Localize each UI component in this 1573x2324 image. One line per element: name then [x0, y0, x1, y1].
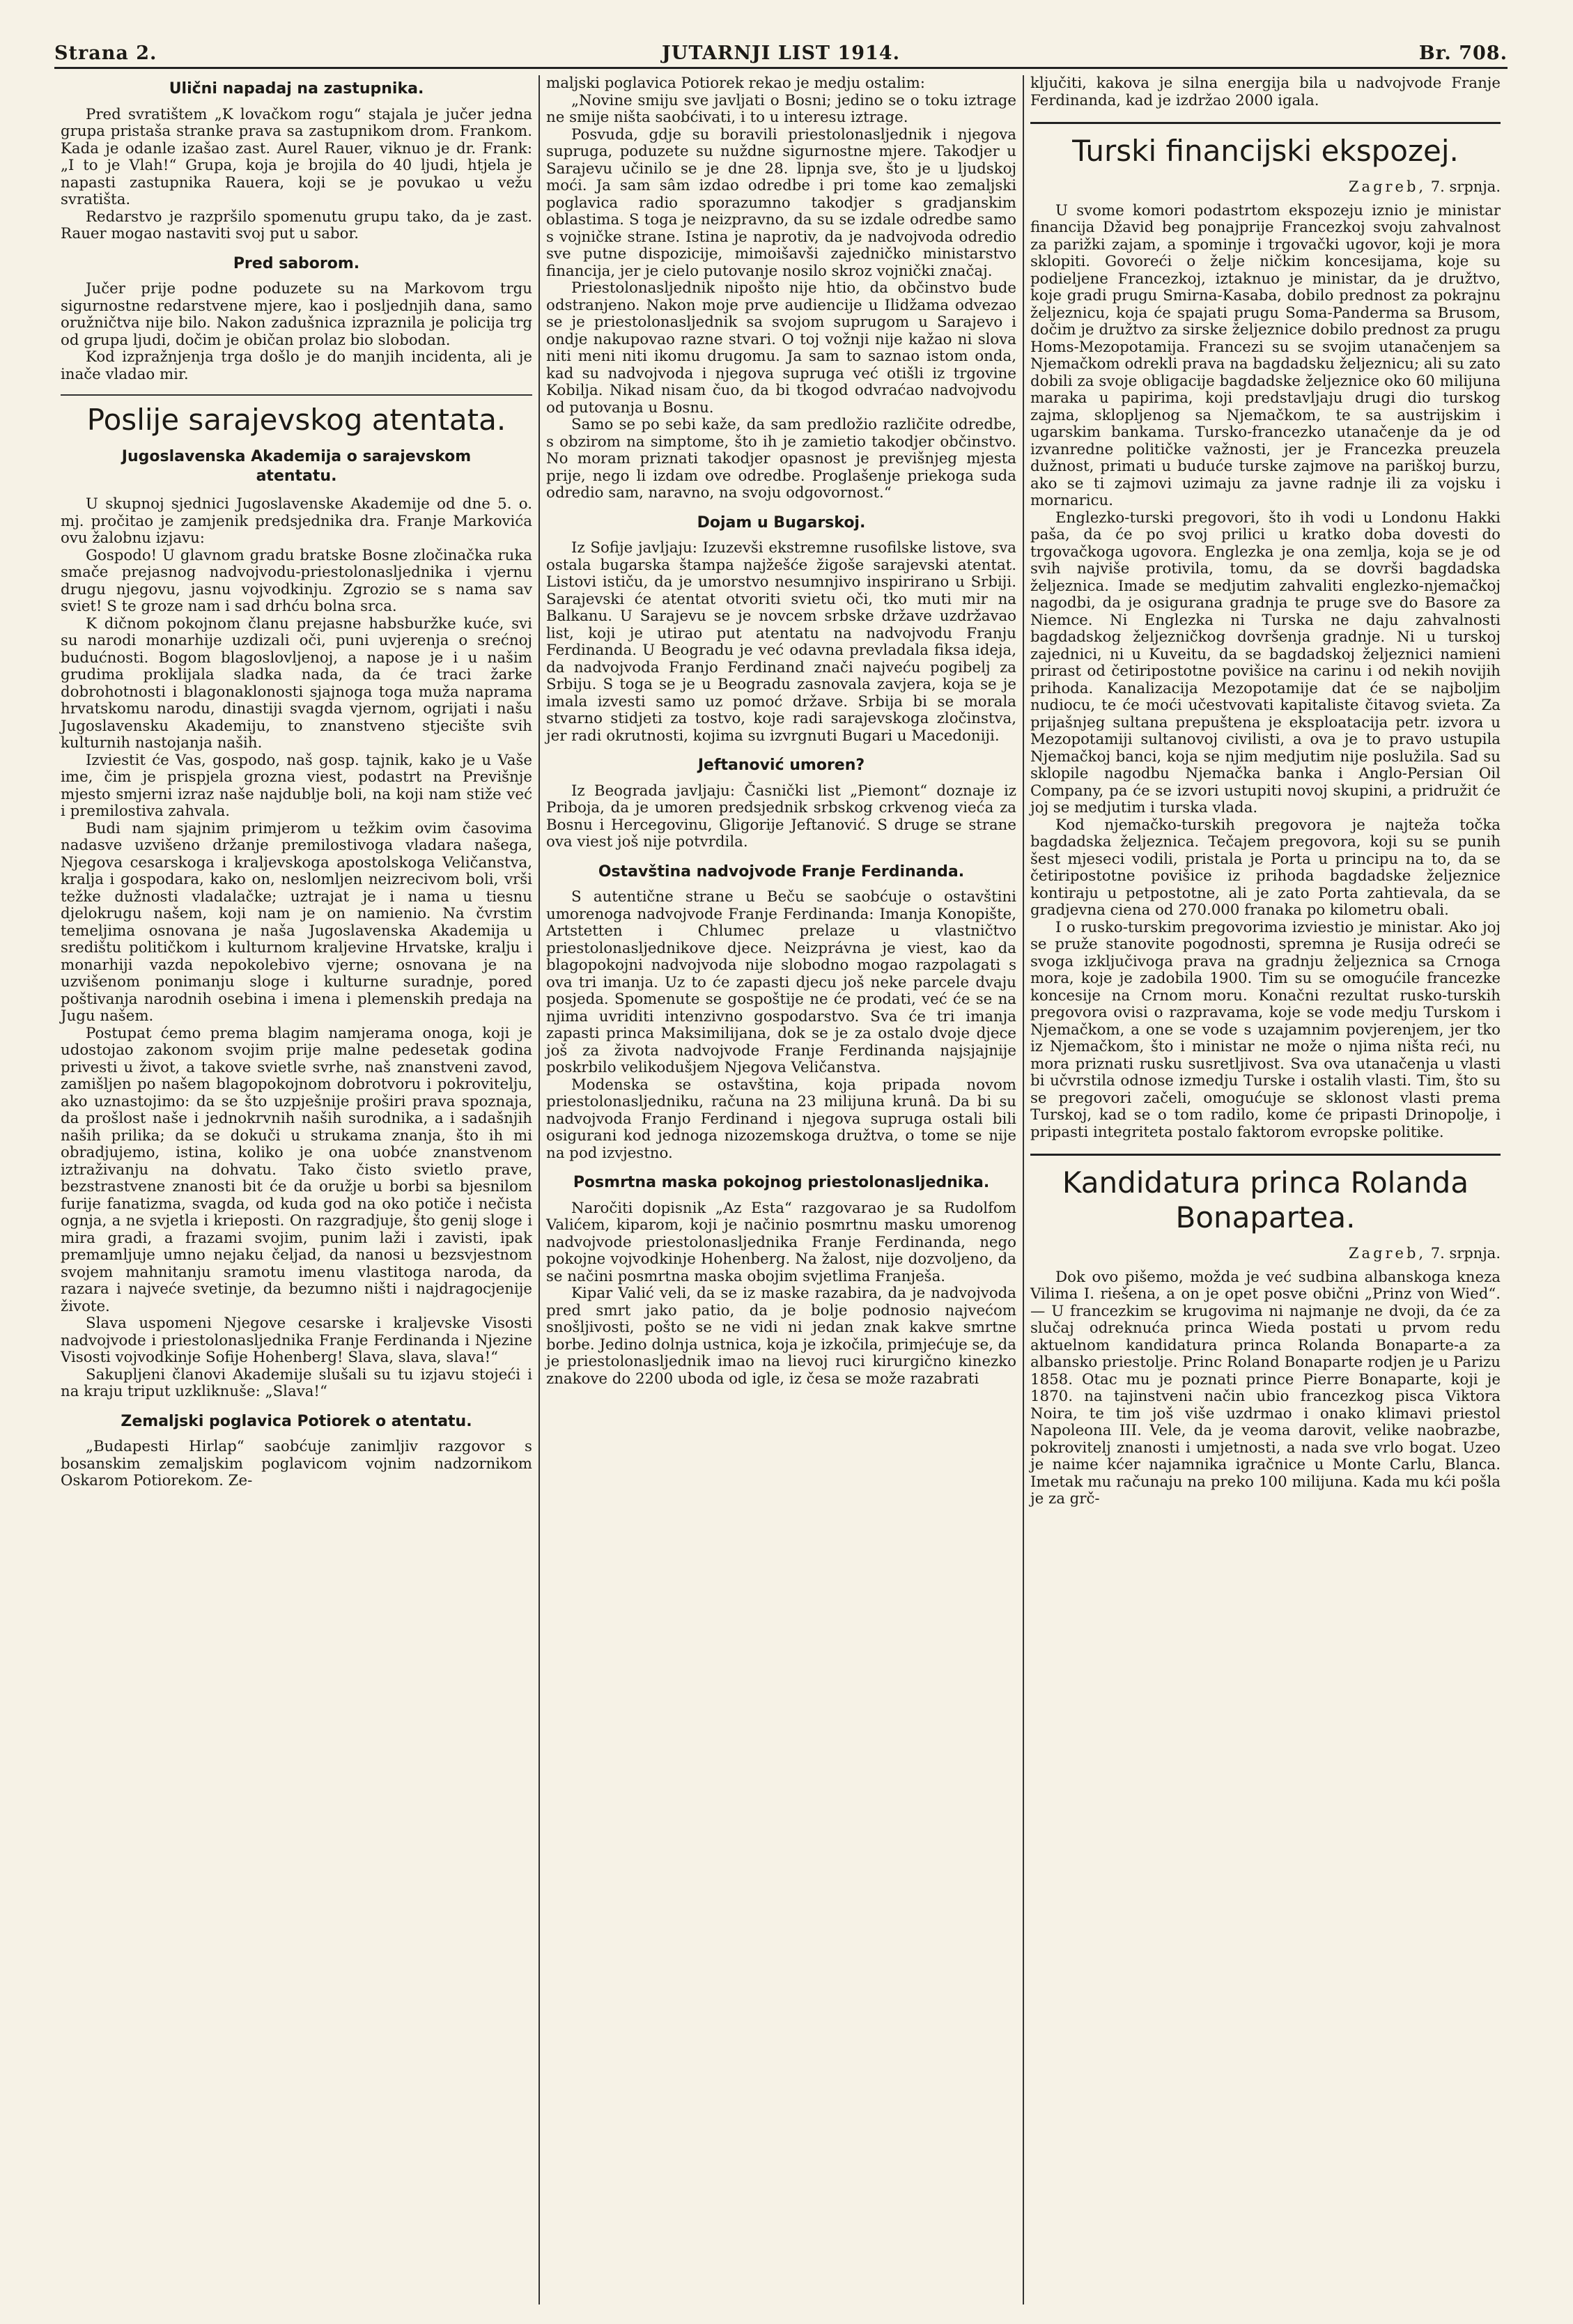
article-paragraph: Slava uspomeni Njegove cesarske i kraljevske Visosti nadvojvode i priestolonasljednika Franje Ferdinanda i Njezine Visosti vojvodkinje Sofije Hohenberg! Slava, slava, slava!“	[61, 1315, 532, 1366]
article-paragraph: Kod izpražnjenja trga došlo je do manjih incidenta, ali je inače vladao mir.	[61, 348, 532, 383]
article-paragraph: Kipar Valić veli, da se iz maske razabira, da je nadvojvoda pred smrt jako patio, da je bolje podnosio najvećom snošljivosti, pošto se ne vidi ni jedan znak kakve smrtne borbe. Jedino dolnja ustnica, koja je izkočila, primjećuje se, da je priestolonasljednik imao na lievoj ruci kirurgično kinezko znakove do 2200 uboda od igle, iz česa se može razabrati	[546, 1285, 1016, 1388]
article-paragraph: K dičnom pokojnom članu prejasne habsburžke kuće, svi su narodi monarhije uzdizali oči, puni uvjerenja o srećnoj budućnosti. Bogom blagoslovljenoj, a napose je i u našim grudima proklijala sladka nada, da će traci žarke dobrohotnosti i blagonaklonosti sjajnoga toga muža naprama hrvatskomu narodu, dinastiji svagda vjernom, ogrijati i našu Jugoslavensku Akademiju, to znanstveno stjecište svih kulturnih nastojanja naših.	[61, 614, 532, 752]
article-heading: Ulični napadaj na zastupnika.	[169, 80, 424, 98]
article-paragraph: Naročiti dopisnik „Az Esta“ razgovarao je sa Rudolfom Valićem, kiparom, koji je načinio posmrtnu masku umorenog nadvojvode priestolonasljednika Franje Ferdinanda, nego pokojne vojvodkinje Hohenberg. Na žalost, nije dozvoljeno, da se načini posmrtna maska obojim svjetlima Franješa.	[546, 1199, 1016, 1285]
article-paragraph: Modenska se ostavština, koja pripada novom priestolonasljedniku, računa na 23 milijuna krunâ. Da bi su nadvojvoda Franjo Ferdinand i njegova supruga ostali bili osigurani kod jednoga nizozemskoga družtva, o tome se nije na pod izvjestno.	[546, 1076, 1016, 1162]
article-paragraph: Redarstvo je razpršilo spomenutu grupu tako, da je zast. Rauer mogao nastaviti svoj put u sabor.	[61, 208, 532, 242]
article-paragraph: Postupat ćemo prema blagim namjerama onoga, koji je udostojao zakonom svojim prije malne pedesetak godina privesti u život, a takove svietle svrhe, naš znanstveni zavod, zamišljen po našem blagopokojnom dobrotvoru i pokrovitelju, ako uznastojimo: da se što uzpješnije proširi prava spoznaja, da prošlost naše i jednokrvnih naših surodnika, a i sadašnjih naših prilika; da se dokuči u strukama znanja, što ih mi obradjujemo, istina, koliko je ona uobće znanstvenom iztraživanju na dohvatu. Tako čisto svietlo prave, bezstrastvene znanosti bit će da oružje u borbi sa bjesnilom furije fanatizma, svagda, od kuda god na oko potiče i nečista ognja, a ne svjetla i krieposti. On razgradjuje, što genij sloge i mira gradi, a frazami svojim, punim laži i zavisti, ipak premamljuje umno nejaku čeljad, da nanosi u bezsvjestnom svojem mahnitanju sramotu imenu vlastitoga naroda, da razara i najveće svetinje, da bezumno ništi i najdragocjenije živote.	[61, 1024, 532, 1315]
dateline	[1030, 178, 1501, 196]
article-paragraph: Jučer prije podne poduzete su na Markovom trgu sigurnostne redarstvene mjere, kao i posljednjih dana, samo oružničtva nije bilo. Nakon zadušnica izpraznila je policija trg od grupa ljudi, dočim je običan prolaz bio slobodan.	[61, 280, 532, 349]
dateline	[1030, 1245, 1501, 1262]
issue-number: Br. 708.	[1418, 42, 1508, 64]
section-headline: Turski financijski ekspozej.	[1030, 122, 1501, 169]
dateline-place: Zagreb,	[1348, 1245, 1427, 1262]
section-headline: Poslije sarajevskog atentata.	[86, 403, 506, 437]
article-heading: Pred saborom.	[233, 254, 360, 272]
article-paragraph: Samo se po sebi kaže, da sam predložio različite odredbe, s obzirom na simptome, što ih je zamietio takodjer občinstvo. No moram priznati takodjer opasnost je previšnjeg mjesta prije, nego li izdam ove odredbe. Proglašenje priekoga suda odredio sam, naravno, na svoju odgovornost.“	[546, 416, 1016, 502]
article-paragraph: „Budapesti Hirlap“ saobćuje zanimljiv razgovor s bosanskim zemaljskim poglavicom vojnim nadzornikom Oskarom Potiorekom. Ze-	[61, 1438, 532, 1489]
article-paragraph: U skupnoj sjednici Jugoslavenske Akademije od dne 5. o. mj. pročitao je zamjenik predsjednika dra. Franje Markovića ovu žalobnu izjavu:	[61, 495, 532, 547]
masthead	[54, 36, 1508, 69]
article-heading: Zemaljski poglavica Potiorek o atentatu.	[121, 1412, 472, 1430]
column-3	[1023, 75, 1507, 2304]
article-paragraph: S autentične strane u Beču se saobćuje o ostavštini umorenoga nadvojvode Franje Ferdinanda: Imanja Konopište, Artstetten i Chlumec prelaze u vlastničtvo priestolonasljednikove djece. Neizprávna je viest, kao da blagopokojni nadvojvoda nije slobodno mogao razpolagati s ova tri imanja. Uz to će zapasti djecu još neke parcele dvaju posjeda. Spomenute se gospoštije ne će prodati, već će se na njima uvriditi intenzivno gospodarstvo. Sva će tri imanja zapasti princa Maksimilijana, dok se je za ostalo dvoje djece još za života nadvojvode Franje Ferdinanda najsjajnije poskrbilo velikodušjem Njegova Veličanstva.	[546, 888, 1016, 1076]
article-columns	[54, 75, 1508, 2304]
article-paragraph: Budi nam sjajnim primjerom u težkim ovim časovima nadasve uzvišeno držanje premilostivoga vladara našega, Njegova cesarskoga i kraljevskoga apostolskoga Veličanstva, kralja i gospodara, kako on, neslomljen neizrecivom boli, vrši težke dužnosti vladalačke; uztrajat je i nama u tiesnu djelokrugu našem, koji nam je on namienio. Na čvrstim temeljima osnovana je naša Jugoslavenska Akademija u središtu političkom i kulturnom kraljevine Hrvatske, kralju i monarhiji vazda nepokolebivo vjerne; osnovana je na uzvišenom ponimanju sloge i kulturne suradnje, pored poštivanja narodnih osebina i imena i plemenskih predaja na Jugu našem.	[61, 819, 532, 1025]
article-paragraph: „Novine smiju sve javljati o Bosni; jedino se o toku iztrage ne smije ništa saobćivati, i to u interesu iztrage.	[546, 91, 1016, 126]
article-subheading: Jugoslavenska Akademija o sarajevskom atentatu.	[121, 448, 472, 485]
article-paragraph: I o rusko-turskim pregovorima izviestio je ministar. Ako joj se pruže stanovite pogodnosti, spremna je Rusija odreći se svoga izključivoga prava na gradnju željeznica sa Crnoga mora, koje je zadobila 1900. Tim su se omogućile francezke koncesije na Crnom moru. Konačni rezultat rusko-turskih pregovora ovisi o razpravama, koje se vode medju Turskom i Njemačkom, a one se vode s uzajamnim povjerenjem, jer tko iz Njemačkom, što i ministar ne može o njima ništa reći, nu mora priznati rusku susretljivost. Sva ova utanačenja u vlasti bi učvrstila odnose izmedju Turske i ostalih vlasti. Tim, što su se pregovori začeli, omogućuje se sklonost vlasti prema Turskoj, kad se o tom radilo, kome će pripasti Drinopolje, i pripasti integriteta postalo faktorom evropske politike.	[1030, 918, 1501, 1141]
article-paragraph: Gospodo! U glavnom gradu bratske Bosne zločinačka ruka smače prejasnog nadvojvodu-priestolonasljednika i vjernu drugu njegovu, jasnu vojvodkinju. Zgrozio se s nama sav sviet! S te groze nam i sad drhću bolna srca.	[61, 546, 532, 615]
article-paragraph: Izviestit će Vas, gospodo, naš gosp. tajnik, kako je u Vaše ime, čim je prispjela grozna viest, podastrt na Previšnje mjesto smjerni izraz naše najdublje boli, na koji nam stiže već i premilostiva zahvala.	[61, 751, 532, 820]
article-heading: Posmrtna maska pokojnog priestolonasljednika.	[573, 1174, 990, 1191]
column-2	[538, 75, 1023, 2304]
dateline-date: 7. srpnja.	[1430, 1245, 1501, 1262]
article-paragraph: Englezko-turski pregovori, što ih vodi u Londonu Hakki paša, da će po svoj prilici u kratko doba dovesti do trgovačkoga ugovora. Englezka je ona zemlja, koja se je od svih najviše protivila, tomu, da se dovrši bagdadska željeznica. Imade se medjutim zahvaliti englezko-njemačkoj nagodbi, da je osigurana gradnja te pruge sve do Basore za Niemce. Ni Englezka ni Turska ne daju zahvalnosti bagdadskog željezničkog dovršenja gradnje. Ni u turskoj zajednici, ni u Kuveitu, da se bagdadskoj željeznici namieni prirast od četiripostotne povišice na carinu i od nekih novijih prihoda. Kanalizacija Mezopotamije dat će se najboljim nudiocu, te će moći učestvovati kapitaliste čitavog svieta. Za prijašnjeg sultana prepuštena je eksploatacija petr. izvora u Mezopotamiji sultanovoj civilisti, a ova je to pravo ustupila Njemačkoj banci, koja se njim medjutim nije poslužila. Sad su sklopile nagodbu Njemačka banka i Anglo-Persian Oil Company, pa će se izvori ustupiti novoj skupini, a pridružit će joj se medjutim i turska vlada.	[1030, 509, 1501, 816]
dateline-place: Zagreb,	[1348, 178, 1427, 195]
article-paragraph: Sakupljeni članovi Akademije slušali su tu izjavu stojeći i na kraju triput uzkliknuše: „Slava!“	[61, 1365, 532, 1400]
article-paragraph: Posvuda, gdje su boravili priestolonasljednik i njegova supruga, poduzete su nuždne sigurnostne mjere. Takodjer u Sarajevu učinilo se je dne 28. lipnja sve, što je u ljudskoj moći. Ja sam sâm izdao odredbe i pri tome kao zemaljski poglavica radio sporazumno takodjer s gradjanskim oblastima. S toga je neizpravno, da su se izdale odredbe samo s vojničke strane. Istina je naprotiv, da je nadvojvoda odredio sve putne dispozicije, mimoišavši zajedničko ministarstvo financija, jer je cielo putovanje nosilo skroz vojnički značaj.	[546, 125, 1016, 280]
article-heading: Dojam u Bugarskoj.	[697, 513, 866, 532]
dateline-date: 7. srpnja.	[1430, 178, 1501, 195]
article-heading: Jeftanović umoren?	[697, 757, 865, 774]
article-paragraph: Priestolonasljednik nipošto nije htio, da občinstvo bude odstranjeno. Nakon moje prve audiencije u Ilidžama odvezao se je priestolonasljednik sa svojom suprugom u Sarajevo i ondje nakupovao razne stvari. O toj vožnji nije kažao ni slova niti meni niti ikomu drugomu. Ja sam to saznao istom onda, kad su nadvojvoda i njegova supruga već otišli iz trgovine Kobilja. Nikad nisam čuo, da bi tkogod odvraćao nadvojvodu od putovanja u Bosnu.	[546, 279, 1016, 417]
article-paragraph: Dok ovo pišemo, možda je već sudbina albanskoga kneza Vilima I. riešena, a on je opet posve obični „Prinz von Wied“. — U francezkim se krugovima ni najmanje ne dvoji, da će za slučaj odreknuća princa Wieda postati u prvom redu aktuelnom kandidatura princa Rolanda Bonaparte-a za albansko priestolje. Princ Roland Bonaparte rodjen je u Parizu 1858. Otac mu je poznati prince Pierre Bonaparte, koji je 1870. na tajinstveni način ubio francezkog pisca Viktora Noira, te tim još više uzdrmao i onako klimavi priestol Napoleona III. Vele, da je veoma darovit, velike naobrazbe, pokrovitelj znanosti i umjetnosti, a nada sve vrlo bogat. Uzeo je naime kćer najamnika igračnice u Monte Carlu, Blanca. Imetak mu računaju na preko 100 milijuna. Kada mu kći pošla je za grč-	[1030, 1268, 1501, 1508]
newspaper-title: JUTARNJI LIST 1914.	[662, 42, 900, 64]
article-paragraph: Iz Beograda javljaju: Časnički list „Piemont“ doznaje iz Priboja, da je umoren predsjednik srbskog crkvenog vieća za Bosnu i Hercegovinu, Gligorije Jeftanović. S druge se strane ova viest još nije potvrdila.	[546, 782, 1016, 851]
column-1	[54, 75, 538, 2304]
article-paragraph: Iz Sofije javljaju: Izuzevši ekstremne rusofilske listove, sva ostala bugarska štampa najžešće žigoše sarajevski atentat. Listovi ističu, da je umorstvo nesumnjivo inspirirano u Srbiji. Sarajevski će atentat otvoriti svietu oči, tko muti mir na Balkanu. U Sarajevu se je novcem srbske države uzdržavao list, koji je utirao put atentatu na nadvojvodu Franju Ferdinanda. U Beogradu je već odavna prevladala fiksa ideja, da nadvojvoda Franjo Ferdinand znači najveću pogibelj za Srbiju. S toga se je u Beogradu zasnovala zavjera, koja se je imala izvesti samo uz pomoć države. Srbija bi se morala stvarno stidjeti za tostvo, koje radi sarajevskoga zločinstva, jer radi okrutnosti, kojima su izvrgnuti Bugari u Macedoniji.	[546, 539, 1016, 745]
article-paragraph: ključiti, kakova je silna energija bila u nadvojvode Franje Ferdinanda, kad je izdržao 2000 igala.	[1030, 75, 1501, 109]
article-paragraph: Pred svratištem „K lovačkom rogu“ stajala je jučer jedna grupa pristaša stranke prava sa zastupnikom drom. Frankom. Kada je odanle izašao zast. Aurel Rauer, viknuo je dr. Frank: „I to je Vlah!“ Grupa, koja je brojila do 40 ljudi, htjela je napasti zastupnika Rauera, koji se je povukao u vežu svratišta.	[61, 105, 532, 208]
article-paragraph: Kod njemačko-turskih pregovora je najteža točka bagdadska željeznica. Tečajem pregovora, koji su se punih šest mjeseci vodili, pristala je Porta u principu na to, da se četiripostotne povišice iz prihoda bagdadske željeznice kontiraju u petpostotne, ali je zato Porta zahtievala, da se gradjevna ciena od 270.000 franaka po kilometru obali.	[1030, 816, 1501, 919]
section-headline: Kandidatura princa Rolanda Bonapartea.	[1030, 1154, 1501, 1235]
article-paragraph: maljski poglavica Potiorek rekao je medju ostalim:	[546, 75, 925, 92]
page-number: Strana 2.	[54, 42, 157, 64]
article-heading: Ostavština nadvojvode Franje Ferdinanda.	[598, 862, 965, 881]
divider	[61, 394, 532, 396]
article-paragraph: U svome komori podastrtom ekspozeju iznio je ministar financija Džavid beg ponajprije Francezkoj svoju zahvalnost za parižki zajam, a spominje i trgovački ugovor, koji je mora sklopiti. Govoreći o želje ničkim koncesijama, koje su podieljene Francezkoj, iztaknuo je ministar, da je družtvo, koje gradi prugu Smirna-Kasaba, dobilo prednost za pokrajnu željeznicu, koja će spajati prugu Soma-Panderma sa Brusom, dočim je družtvo za sirske željeznice dobilo prednost za prugu Homs-Mezopotamija. Francezi su se svojim utanačenjem sa Njemačkom odrekli prava na bagdadsku željeznicu; ali su zato dobili za svoje obligacije bagdadske željeznice oko 60 milijuna maraka u papirima, koji predstavljaju drugi dio turskog zajma, sklopljenog sa Njemačkom, te sa austrijskim i ugarskim bankama. Tursko-francezko utanačenje da je od izvanredne političke važnosti, jer je Francezka preuzela dužnost, primati u buduće turske zajmove na pariškoj burzu, ako se ti zajmovi uzimaju za javne radnje ili za vojsku i mornaricu.	[1030, 201, 1501, 509]
